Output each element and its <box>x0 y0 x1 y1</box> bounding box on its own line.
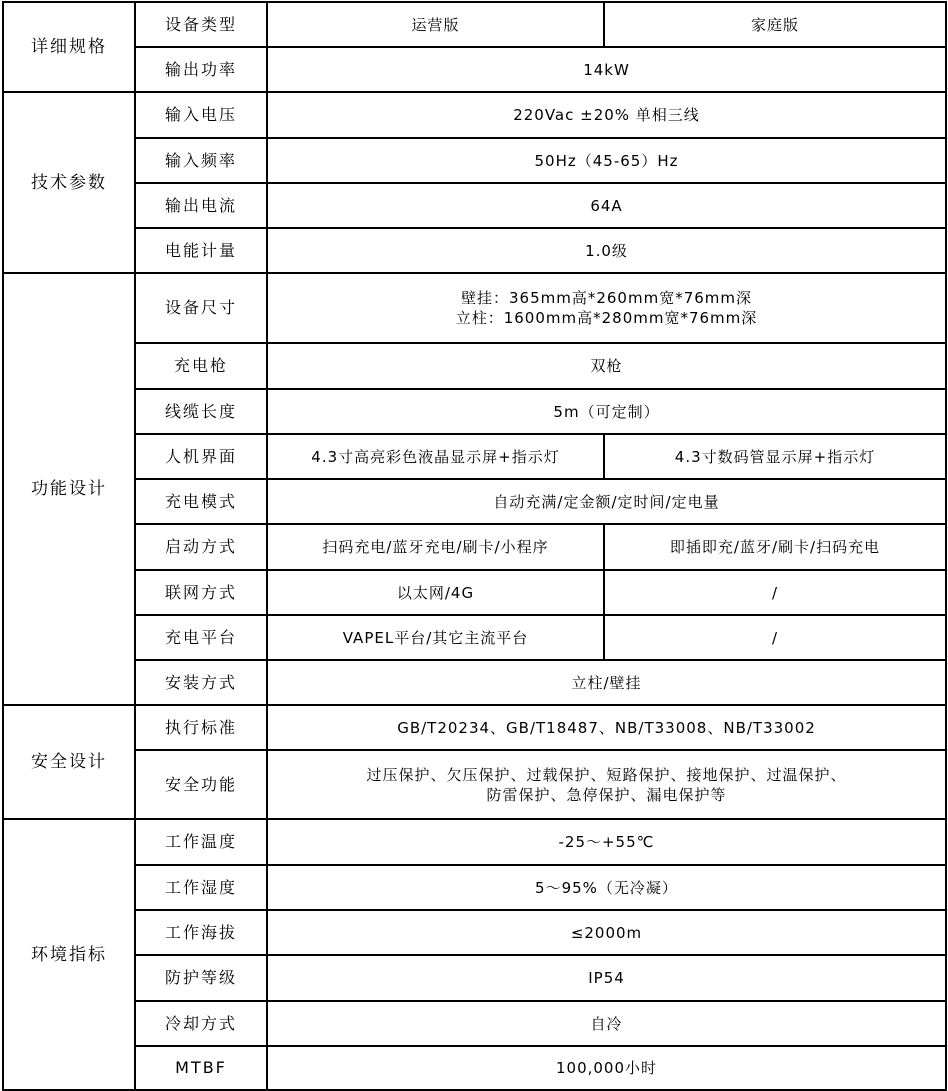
value-altitude: ≤2000m <box>267 910 946 955</box>
value-platform-operating: VAPEL平台/其它主流平台 <box>267 615 604 660</box>
value-network-operating: 以太网/4G <box>267 570 604 615</box>
table-row <box>3 434 946 479</box>
table-row <box>3 479 946 524</box>
table-row <box>3 705 946 750</box>
label-start-mode: 启动方式 <box>135 524 267 570</box>
value-start-mode-home: 即插即充/蓝牙/刷卡/扫码充电 <box>604 524 946 570</box>
table-row <box>3 570 946 615</box>
label-safety-func: 安全功能 <box>135 750 267 819</box>
value-install: 立柱/壁挂 <box>267 660 946 705</box>
section-env: 环境指标 <box>3 819 135 1090</box>
table-row <box>3 750 946 819</box>
section-safety: 安全设计 <box>3 705 135 819</box>
table-row <box>3 1001 946 1046</box>
value-platform-home: / <box>604 615 946 660</box>
label-output-current: 输出电流 <box>135 183 267 228</box>
table-row <box>3 615 946 660</box>
table-row <box>3 138 946 183</box>
label-output-power: 输出功率 <box>135 47 267 92</box>
label-humidity: 工作湿度 <box>135 865 267 910</box>
value-cooling: 自冷 <box>267 1001 946 1046</box>
label-hmi: 人机界面 <box>135 434 267 479</box>
value-dimensions-wall: 壁挂：365mm高*260mm宽*76mm深 <box>460 289 753 307</box>
table-row <box>3 343 946 389</box>
value-charge-mode: 自动充满/定金额/定时间/定电量 <box>267 479 946 524</box>
label-network: 联网方式 <box>135 570 267 615</box>
value-output-current: 64A <box>267 183 946 228</box>
value-device-type-home: 家庭版 <box>604 2 946 47</box>
label-install: 安装方式 <box>135 660 267 705</box>
label-dimensions: 设备尺寸 <box>135 273 267 343</box>
value-standard: GB/T20234、GB/T18487、NB/T33008、NB/T33002 <box>267 705 946 750</box>
value-safety-func <box>267 750 946 819</box>
value-mtbf: 100,000小时 <box>267 1046 946 1090</box>
label-platform: 充电平台 <box>135 615 267 660</box>
value-device-type-operating: 运营版 <box>267 2 604 47</box>
spec-table <box>2 1 947 1091</box>
label-gun: 充电枪 <box>135 343 267 389</box>
label-metering: 电能计量 <box>135 228 267 273</box>
value-hmi-operating: 4.3寸高亮彩色液晶显示屏+指示灯 <box>267 434 604 479</box>
table-row <box>3 273 946 343</box>
section-func: 功能设计 <box>3 273 135 705</box>
table-row <box>3 865 946 910</box>
label-mtbf: MTBF <box>135 1046 267 1090</box>
table-row <box>3 2 946 47</box>
value-network-home: / <box>604 570 946 615</box>
label-charge-mode: 充电模式 <box>135 479 267 524</box>
value-input-voltage: 220Vac ±20% 单相三线 <box>267 92 946 138</box>
value-humidity: 5～95%（无冷凝） <box>267 865 946 910</box>
table-row <box>3 524 946 570</box>
value-metering: 1.0级 <box>267 228 946 273</box>
label-input-voltage: 输入电压 <box>135 92 267 138</box>
label-input-freq: 输入频率 <box>135 138 267 183</box>
label-altitude: 工作海拔 <box>135 910 267 955</box>
value-dimensions-pole: 立柱：1600mm高*280mm宽*76mm深 <box>455 309 758 327</box>
value-cable: 5m（可定制） <box>267 389 946 434</box>
value-gun: 双枪 <box>267 343 946 389</box>
label-cable: 线缆长度 <box>135 389 267 434</box>
table-row <box>3 1046 946 1090</box>
value-safety-func-line2: 防雷保护、急停保护、漏电保护等 <box>486 785 727 804</box>
value-output-power: 14kW <box>267 47 946 92</box>
value-temp: -25～+55℃ <box>267 819 946 865</box>
section-detail: 详细规格 <box>3 2 135 92</box>
table-row <box>3 47 946 92</box>
table-row <box>3 660 946 705</box>
label-cooling: 冷却方式 <box>135 1001 267 1046</box>
table-row <box>3 92 946 138</box>
label-protection: 防护等级 <box>135 955 267 1001</box>
table-row <box>3 955 946 1001</box>
table-row <box>3 389 946 434</box>
value-start-mode-operating: 扫码充电/蓝牙充电/刷卡/小程序 <box>267 524 604 570</box>
table-row <box>3 228 946 273</box>
value-safety-func-line1: 过压保护、欠压保护、过载保护、短路保护、接地保护、过温保护、 <box>366 765 847 784</box>
table-row <box>3 183 946 228</box>
label-standard: 执行标准 <box>135 705 267 750</box>
value-protection: IP54 <box>267 955 946 1001</box>
section-tech: 技术参数 <box>3 92 135 273</box>
value-dimensions <box>267 273 946 343</box>
label-device-type: 设备类型 <box>135 2 267 47</box>
value-input-freq: 50Hz（45-65）Hz <box>267 138 946 183</box>
value-hmi-home: 4.3寸数码管显示屏+指示灯 <box>604 434 946 479</box>
table-row <box>3 910 946 955</box>
label-temp: 工作温度 <box>135 819 267 865</box>
table-row <box>3 819 946 865</box>
